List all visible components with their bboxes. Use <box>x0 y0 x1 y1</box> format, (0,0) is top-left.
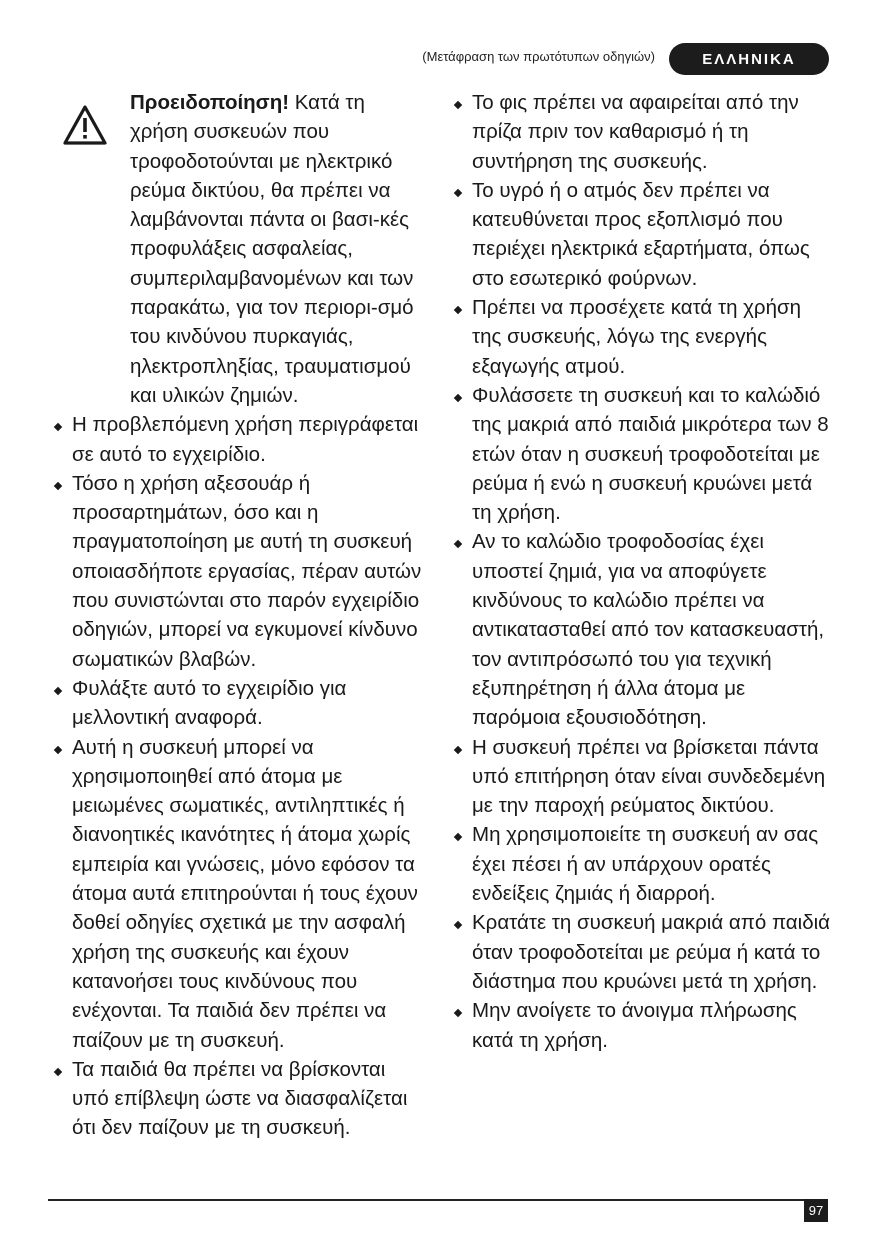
bullet-diamond-icon <box>454 1009 462 1017</box>
bullet-text: Τόσο η χρήση αξεσουάρ ή προσαρτημάτων, όσο και η πραγματοποίηση με αυτή τη συσκευή οποιασδήποτε εργασίας, πέραν αυτών που συνιστώνται στο παρόν εγχειρίδιο οδηγιών, μπορεί να εγκυμονεί κίνδυνο σωματικών βλαβών. <box>72 471 422 671</box>
bullet-diamond-icon <box>454 540 462 548</box>
bullet-text: Πρέπει να προσέχετε κατά τη χρήση της συσκευής, λόγω της ενεργής εξαγωγής ατμού. <box>472 296 802 378</box>
bullet-text: Μη χρησιμοποιείτε τη συσκευή αν σας έχει πέσει ή αν υπάρχουν ορατές ενδείξεις ζημιάς ή διαρροή. <box>472 823 819 906</box>
bullet-text: Φυλάσσετε τη συσκευή και το καλώδιό της μακριά από παιδιά μικρότερα των 8 ετών όταν η συσκευή τροφοδοτείται με ρεύμα ή ενώ η συσκευή κρυώνει μετά τη χρήση. <box>472 383 829 525</box>
bullet-text: Αυτή η συσκευή μπορεί να χρησιμοποιηθεί από άτομα με μειωμένες σωματικές, αντιληπτικές ή διανοητικές ικανότητες ή άτομα χωρίς εμπειρία και γνώσεις, μόνο εφόσον τα άτομα αυτά επιτηρούνται ή τους έχουν δοθεί οδηγίες σχετικά με την ασφαλή χρήση της συσκευής και έχουν κατανοήσει τους κινδύνους που ενέχονται. Τα παιδιά δεν πρέπει να παίζουν με τη συσκευή. <box>72 735 418 1052</box>
bullet-diamond-icon <box>54 687 62 695</box>
bullet-item <box>452 88 832 176</box>
bullet-text: Το φις πρέπει να αφαιρείται από την πρίζα πριν τον καθαρισμό ή τη συντήρηση της συσκευής. <box>472 91 799 173</box>
warning-triangle-icon <box>62 104 108 146</box>
bullet-text: Η συσκευή πρέπει να βρίσκεται πάντα υπό επιτήρηση όταν είναι συνδεδεμένη με την παροχή ρεύματος δικτύου. <box>472 735 826 818</box>
bullet-item <box>452 820 832 908</box>
bullet-text: Η προβλεπόμενη χρήση περιγράφεται σε αυτό το εγχειρίδιο. <box>72 413 419 466</box>
bullet-item <box>452 176 832 293</box>
bullet-diamond-icon <box>454 189 462 197</box>
footer-divider <box>48 1199 828 1201</box>
bullet-text: Κρατάτε τη συσκευή μακριά από παιδιά όταν τροφοδοτείται με ρεύμα ή κατά το διάστημα που κρυώνει μετά τη χρήση. <box>472 911 831 993</box>
bullet-text: Φυλάξτε αυτό το εγχειρίδιο για μελλοντική αναφορά. <box>72 676 347 730</box>
bullet-diamond-icon <box>54 482 62 490</box>
bullet-diamond-icon <box>54 423 62 431</box>
bullet-item <box>452 527 832 732</box>
right-column <box>452 88 832 1055</box>
bullet-diamond-icon <box>454 394 462 402</box>
warning-text: Κατά τη χρήση συσκευών που τροφοδοτούνται με ηλεκτρικό ρεύμα δικτύου, θα πρέπει να λαμβάνονται πάντα οι βασι-κές προφυλάξεις ασφαλείας, συμπεριλαμβανομένων και των παρακάτω, για τον περιορι-σμό του κινδύνου πυρκαγιάς, ηλεκτροπληξίας, τραυματισμού και υλικών ζημιών. <box>130 91 414 407</box>
warning-title: Προειδοποίηση! <box>130 91 290 114</box>
bullet-diamond-icon <box>454 745 462 753</box>
bullet-diamond-icon <box>454 833 462 841</box>
bullet-item <box>52 410 424 469</box>
bullet-item <box>452 293 832 381</box>
right-bullet-list <box>452 88 832 1055</box>
bullet-diamond-icon <box>454 306 462 314</box>
bullet-item <box>52 1055 424 1143</box>
bullet-diamond-icon <box>454 921 462 929</box>
bullet-text: Τα παιδιά θα πρέπει να βρίσκονται υπό επίβλεψη ώστε να διασφαλίζεται ότι δεν παίζουν με τη συσκευή. <box>72 1057 408 1140</box>
bullet-item <box>52 674 424 733</box>
bullet-item <box>452 996 832 1055</box>
page-number: 97 <box>804 1199 828 1222</box>
bullet-item <box>452 733 832 821</box>
left-column <box>52 88 424 1143</box>
left-bullet-list <box>52 410 424 1142</box>
bullet-item <box>452 381 832 527</box>
bullet-text: Αν το καλώδιο τροφοδοσίας έχει υποστεί ζημιά, για να αποφύγετε κινδύνους το καλώδιο πρέπει να αντικατασταθεί από τον κατασκευαστή, τον αντιπρόσωπό του για τεχνική εξυπηρέτηση ή άλλα άτομα με παρόμοια εξουσιοδότηση. <box>472 530 825 730</box>
bullet-diamond-icon <box>454 101 462 109</box>
translation-note: (Μετάφραση των πρωτότυπων οδηγιών) <box>422 49 655 64</box>
bullet-diamond-icon <box>54 745 62 753</box>
warning-block <box>52 88 424 410</box>
bullet-item <box>52 733 424 1055</box>
language-badge: ΕΛΛΗΝΙΚΑ <box>669 43 829 75</box>
bullet-diamond-icon <box>54 1068 62 1076</box>
bullet-item <box>52 469 424 674</box>
bullet-text: Μην ανοίγετε το άνοιγμα πλήρωσης κατά τη χρήση. <box>472 999 797 1052</box>
bullet-item <box>452 908 832 996</box>
bullet-text: Το υγρό ή ο ατμός δεν πρέπει να κατευθύνεται προς εξοπλισμό που περιέχει ηλεκτρικά εξαρτήματα, όπως στο εσωτερικό φούρνων. <box>472 178 810 290</box>
